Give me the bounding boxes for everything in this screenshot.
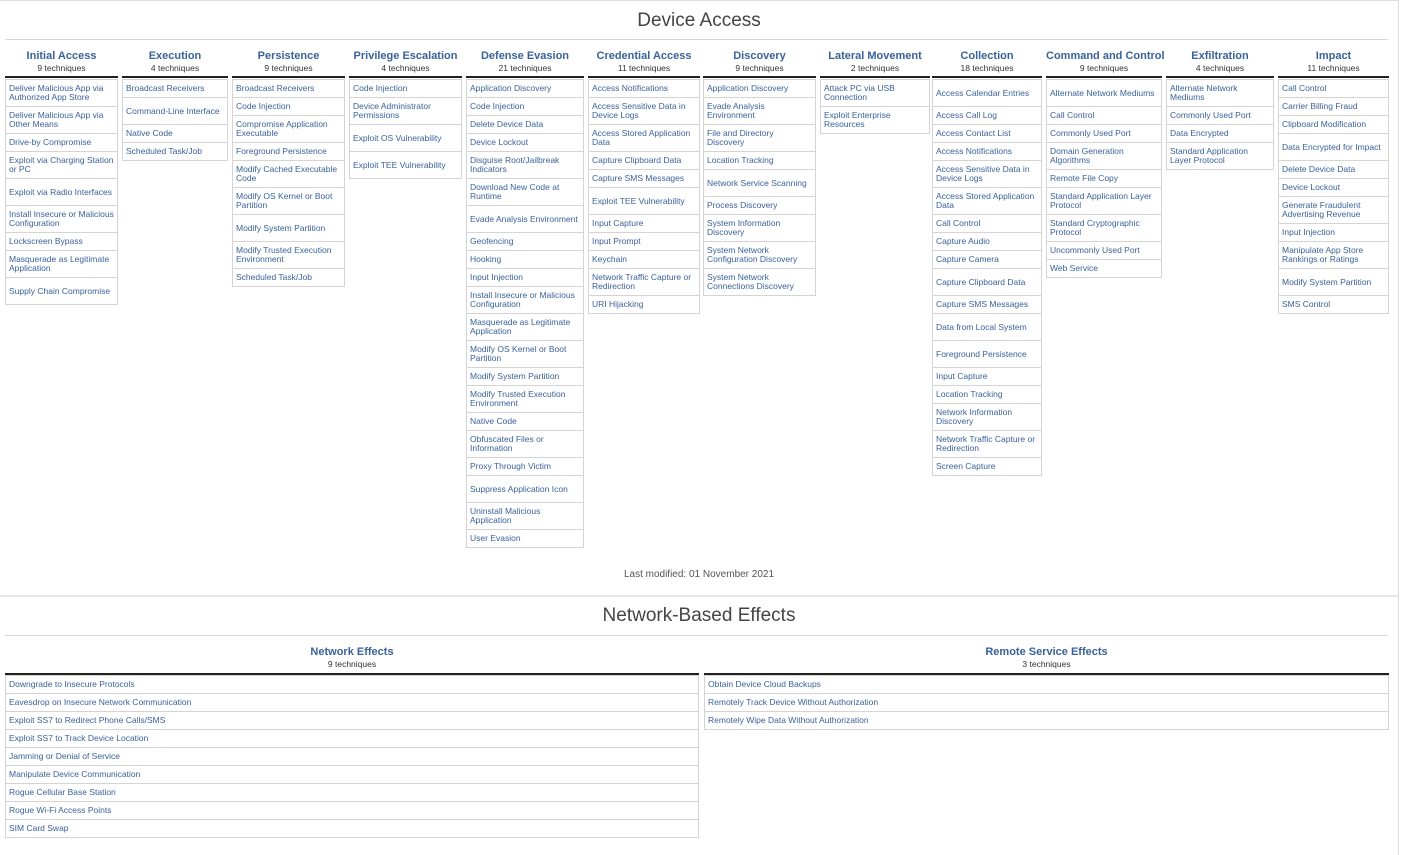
tactic-network-effects[interactable]: Network Effects — [310, 646, 394, 658]
technique-code-injection[interactable]: Code Injection — [349, 79, 462, 98]
technique-capture-sms-messages[interactable]: Capture SMS Messages — [588, 169, 700, 188]
tactic-rule — [1046, 76, 1162, 78]
technique-scheduled-task-job[interactable]: Scheduled Task/Job — [232, 268, 345, 287]
technique-geofencing[interactable]: Geofencing — [466, 232, 584, 251]
technique-uncommonly-used-port[interactable]: Uncommonly Used Port — [1046, 241, 1162, 260]
technique-exploit-ss7-to-redirect-phone-calls-sms[interactable]: Exploit SS7 to Redirect Phone Calls/SMS — [5, 711, 699, 730]
technique-native-code[interactable]: Native Code — [466, 412, 584, 431]
technique-count: 2 techniques — [850, 63, 900, 73]
technique-device-lockout[interactable]: Device Lockout — [1278, 178, 1389, 197]
technique-input-injection[interactable]: Input Injection — [1278, 223, 1389, 242]
technique-exploit-enterprise-resources[interactable]: Exploit Enterprise Resources — [820, 106, 930, 134]
technique-clipboard-modification[interactable]: Clipboard Modification — [1278, 115, 1389, 134]
technique-proxy-through-victim[interactable]: Proxy Through Victim — [466, 457, 584, 476]
technique-eavesdrop-on-insecure-network-communication[interactable]: Eavesdrop on Insecure Network Communication — [5, 693, 699, 712]
tactic-rule — [1166, 76, 1274, 78]
tactic-command-and-control[interactable]: Command and Control — [1046, 50, 1165, 62]
technique-broadcast-receivers[interactable]: Broadcast Receivers — [122, 79, 228, 98]
technique-rogue-wi-fi-access-points[interactable]: Rogue Wi-Fi Access Points — [5, 801, 699, 820]
network-effects-title-rule — [5, 635, 1388, 636]
technique-suppress-application-icon[interactable]: Suppress Application Icon — [466, 475, 584, 503]
technique-access-stored-application-data[interactable]: Access Stored Application Data — [932, 187, 1042, 215]
technique-domain-generation-algorithms[interactable]: Domain Generation Algorithms — [1046, 142, 1162, 170]
technique-access-contact-list[interactable]: Access Contact List — [932, 124, 1042, 143]
technique-scheduled-task-job[interactable]: Scheduled Task/Job — [122, 142, 228, 161]
technique-install-insecure-or-malicious-configuration[interactable]: Install Insecure or Malicious Configuration — [466, 286, 584, 314]
technique-deliver-malicious-app-via-other-means[interactable]: Deliver Malicious App via Other Means — [5, 106, 118, 134]
tactic-exfiltration[interactable]: Exfiltration — [1191, 50, 1249, 62]
tactic-rule — [349, 76, 462, 78]
technique-exploit-tee-vulnerability[interactable]: Exploit TEE Vulnerability — [349, 151, 462, 179]
technique-network-traffic-capture-or-redirection[interactable]: Network Traffic Capture or Redirection — [932, 430, 1042, 458]
technique-lockscreen-bypass[interactable]: Lockscreen Bypass — [5, 232, 118, 251]
technique-data-encrypted[interactable]: Data Encrypted — [1166, 124, 1274, 143]
technique-carrier-billing-fraud[interactable]: Carrier Billing Fraud — [1278, 97, 1389, 116]
device-access-title-rule — [5, 39, 1388, 40]
technique-alternate-network-mediums[interactable]: Alternate Network Mediums — [1046, 79, 1162, 107]
tactic-lateral-movement[interactable]: Lateral Movement — [828, 50, 922, 62]
technique-modify-trusted-execution-environment[interactable]: Modify Trusted Execution Environment — [232, 241, 345, 269]
technique-system-information-discovery[interactable]: System Information Discovery — [703, 214, 816, 242]
technique-screen-capture[interactable]: Screen Capture — [932, 457, 1042, 476]
technique-count: 9 techniques — [327, 659, 377, 669]
tactic-credential-access[interactable]: Credential Access — [596, 50, 692, 62]
technique-obfuscated-files-or-information[interactable]: Obfuscated Files or Information — [466, 430, 584, 458]
technique-exploit-ss7-to-track-device-location[interactable]: Exploit SS7 to Track Device Location — [5, 729, 699, 748]
technique-modify-system-partition[interactable]: Modify System Partition — [466, 367, 584, 386]
technique-exploit-tee-vulnerability[interactable]: Exploit TEE Vulnerability — [588, 187, 700, 215]
technique-user-evasion[interactable]: User Evasion — [466, 529, 584, 548]
technique-uri-hijacking[interactable]: URI Hijacking — [588, 295, 700, 314]
technique-count: 4 techniques — [1195, 63, 1245, 73]
technique-count: 9 techniques — [264, 63, 313, 73]
technique-input-capture[interactable]: Input Capture — [932, 367, 1042, 386]
technique-capture-clipboard-data[interactable]: Capture Clipboard Data — [932, 268, 1042, 296]
technique-capture-audio[interactable]: Capture Audio — [932, 232, 1042, 251]
technique-foreground-persistence[interactable]: Foreground Persistence — [932, 340, 1042, 368]
technique-application-discovery[interactable]: Application Discovery — [703, 79, 816, 98]
technique-alternate-network-mediums[interactable]: Alternate Network Mediums — [1166, 79, 1274, 107]
technique-drive-by-compromise[interactable]: Drive-by Compromise — [5, 133, 118, 152]
technique-exploit-os-vulnerability[interactable]: Exploit OS Vulnerability — [349, 124, 462, 152]
technique-exploit-via-radio-interfaces[interactable]: Exploit via Radio Interfaces — [5, 178, 118, 206]
technique-location-tracking[interactable]: Location Tracking — [703, 151, 816, 170]
tactic-rule — [5, 76, 118, 78]
technique-deliver-malicious-app-via-authorized-app-store[interactable]: Deliver Malicious App via Authorized App Store — [5, 79, 118, 107]
technique-remotely-wipe-data-without-authorization[interactable]: Remotely Wipe Data Without Authorization — [704, 711, 1389, 730]
technique-location-tracking[interactable]: Location Tracking — [932, 385, 1042, 404]
device-access-title: Device Access — [637, 10, 761, 31]
technique-capture-camera[interactable]: Capture Camera — [932, 250, 1042, 269]
technique-modify-system-partition[interactable]: Modify System Partition — [232, 214, 345, 242]
technique-rogue-cellular-base-station[interactable]: Rogue Cellular Base Station — [5, 783, 699, 802]
technique-generate-fraudulent-advertising-revenue[interactable]: Generate Fraudulent Advertising Revenue — [1278, 196, 1389, 224]
technique-input-injection[interactable]: Input Injection — [466, 268, 584, 287]
network-effects-title: Network-Based Effects — [602, 605, 796, 626]
technique-device-administrator-permissions[interactable]: Device Administrator Permissions — [349, 97, 462, 125]
technique-sms-control[interactable]: SMS Control — [1278, 295, 1389, 314]
technique-application-discovery[interactable]: Application Discovery — [466, 79, 584, 98]
technique-standard-cryptographic-protocol[interactable]: Standard Cryptographic Protocol — [1046, 214, 1162, 242]
technique-delete-device-data[interactable]: Delete Device Data — [1278, 160, 1389, 179]
technique-supply-chain-compromise[interactable]: Supply Chain Compromise — [5, 277, 118, 305]
technique-sim-card-swap[interactable]: SIM Card Swap — [5, 819, 699, 838]
technique-command-line-interface[interactable]: Command-Line Interface — [122, 97, 228, 125]
technique-call-control[interactable]: Call Control — [1046, 106, 1162, 125]
technique-count: 21 techniques — [498, 63, 552, 73]
technique-system-network-connections-discovery[interactable]: System Network Connections Discovery — [703, 268, 816, 296]
technique-manipulate-app-store-rankings-or-ratings[interactable]: Manipulate App Store Rankings or Ratings — [1278, 241, 1389, 269]
tactic-rule — [820, 76, 930, 78]
last-modified: Last modified: 01 November 2021 — [623, 569, 775, 580]
technique-evade-analysis-environment[interactable]: Evade Analysis Environment — [466, 205, 584, 233]
technique-uninstall-malicious-application[interactable]: Uninstall Malicious Application — [466, 502, 584, 530]
technique-count: 18 techniques — [960, 63, 1014, 73]
technique-file-and-directory-discovery[interactable]: File and Directory Discovery — [703, 124, 816, 152]
technique-access-call-log[interactable]: Access Call Log — [932, 106, 1042, 125]
technique-access-notifications[interactable]: Access Notifications — [932, 142, 1042, 161]
technique-standard-application-layer-protocol[interactable]: Standard Application Layer Protocol — [1166, 142, 1274, 170]
technique-code-injection[interactable]: Code Injection — [232, 97, 345, 116]
technique-access-stored-application-data[interactable]: Access Stored Application Data — [588, 124, 700, 152]
technique-broadcast-receivers[interactable]: Broadcast Receivers — [232, 79, 345, 98]
technique-masquerade-as-legitimate-application[interactable]: Masquerade as Legitimate Application — [5, 250, 118, 278]
technique-modify-os-kernel-or-boot-partition[interactable]: Modify OS Kernel or Boot Partition — [232, 187, 345, 215]
tactic-rule — [703, 76, 816, 78]
technique-modify-system-partition[interactable]: Modify System Partition — [1278, 268, 1389, 296]
frame-right-border — [1398, 0, 1399, 855]
technique-native-code[interactable]: Native Code — [122, 124, 228, 143]
technique-input-capture[interactable]: Input Capture — [588, 214, 700, 233]
tactic-initial-access[interactable]: Initial Access — [26, 50, 97, 62]
tactic-collection[interactable]: Collection — [960, 50, 1014, 62]
technique-count: 9 techniques — [1079, 63, 1129, 73]
section-separator — [0, 595, 1398, 597]
technique-network-information-discovery[interactable]: Network Information Discovery — [932, 403, 1042, 431]
technique-count: 9 techniques — [735, 63, 784, 73]
technique-evade-analysis-environment[interactable]: Evade Analysis Environment — [703, 97, 816, 125]
technique-remotely-track-device-without-authorization[interactable]: Remotely Track Device Without Authorization — [704, 693, 1389, 712]
technique-access-notifications[interactable]: Access Notifications — [588, 79, 700, 98]
technique-process-discovery[interactable]: Process Discovery — [703, 196, 816, 215]
technique-count: 4 techniques — [150, 63, 200, 73]
tactic-rule — [466, 76, 584, 78]
technique-count: 3 techniques — [1022, 659, 1071, 669]
tactic-privilege-escalation[interactable]: Privilege Escalation — [353, 50, 458, 62]
technique-obtain-device-cloud-backups[interactable]: Obtain Device Cloud Backups — [704, 675, 1389, 694]
technique-install-insecure-or-malicious-configuration[interactable]: Install Insecure or Malicious Configuration — [5, 205, 118, 233]
tactic-rule — [932, 76, 1042, 78]
technique-disguise-root-jailbreak-indicators[interactable]: Disguise Root/Jailbreak Indicators — [466, 151, 584, 179]
technique-jamming-or-denial-of-service[interactable]: Jamming or Denial of Service — [5, 747, 699, 766]
technique-modify-trusted-execution-environment[interactable]: Modify Trusted Execution Environment — [466, 385, 584, 413]
technique-data-from-local-system[interactable]: Data from Local System — [932, 313, 1042, 341]
technique-input-prompt[interactable]: Input Prompt — [588, 232, 700, 251]
tactic-execution[interactable]: Execution — [148, 50, 202, 62]
technique-compromise-application-executable[interactable]: Compromise Application Executable — [232, 115, 345, 143]
technique-masquerade-as-legitimate-application[interactable]: Masquerade as Legitimate Application — [466, 313, 584, 341]
technique-commonly-used-port[interactable]: Commonly Used Port — [1166, 106, 1274, 125]
tactic-defense-evasion[interactable]: Defense Evasion — [480, 50, 570, 62]
frame-top-border — [0, 0, 1398, 1]
technique-access-calendar-entries[interactable]: Access Calendar Entries — [932, 79, 1042, 107]
technique-count: 11 techniques — [1307, 63, 1360, 73]
tactic-rule — [1278, 76, 1389, 78]
technique-standard-application-layer-protocol[interactable]: Standard Application Layer Protocol — [1046, 187, 1162, 215]
technique-network-traffic-capture-or-redirection[interactable]: Network Traffic Capture or Redirection — [588, 268, 700, 296]
technique-web-service[interactable]: Web Service — [1046, 259, 1162, 278]
technique-count: 11 techniques — [617, 63, 671, 73]
technique-manipulate-device-communication[interactable]: Manipulate Device Communication — [5, 765, 699, 784]
technique-access-sensitive-data-in-device-logs[interactable]: Access Sensitive Data in Device Logs — [932, 160, 1042, 188]
technique-remote-file-copy[interactable]: Remote File Copy — [1046, 169, 1162, 188]
technique-modify-os-kernel-or-boot-partition[interactable]: Modify OS Kernel or Boot Partition — [466, 340, 584, 368]
technique-data-encrypted-for-impact[interactable]: Data Encrypted for Impact — [1278, 133, 1389, 161]
technique-device-lockout[interactable]: Device Lockout — [466, 133, 584, 152]
technique-downgrade-to-insecure-protocols[interactable]: Downgrade to Insecure Protocols — [5, 675, 699, 694]
technique-count: 9 techniques — [37, 63, 86, 73]
technique-code-injection[interactable]: Code Injection — [466, 97, 584, 116]
technique-delete-device-data[interactable]: Delete Device Data — [466, 115, 584, 134]
technique-exploit-via-charging-station-or-pc[interactable]: Exploit via Charging Station or PC — [5, 151, 118, 179]
tactic-persistence[interactable]: Persistence — [257, 50, 320, 62]
technique-download-new-code-at-runtime[interactable]: Download New Code at Runtime — [466, 178, 584, 206]
technique-system-network-configuration-discovery[interactable]: System Network Configuration Discovery — [703, 241, 816, 269]
technique-capture-sms-messages[interactable]: Capture SMS Messages — [932, 295, 1042, 314]
tactic-rule — [588, 76, 700, 78]
technique-hooking[interactable]: Hooking — [466, 250, 584, 269]
technique-count: 4 techniques — [381, 63, 430, 73]
tactic-discovery[interactable]: Discovery — [733, 50, 786, 62]
technique-modify-cached-executable-code[interactable]: Modify Cached Executable Code — [232, 160, 345, 188]
tactic-impact[interactable]: Impact — [1315, 50, 1352, 62]
technique-capture-clipboard-data[interactable]: Capture Clipboard Data — [588, 151, 700, 170]
technique-foreground-persistence[interactable]: Foreground Persistence — [232, 142, 345, 161]
technique-call-control[interactable]: Call Control — [1278, 79, 1389, 98]
technique-access-sensitive-data-in-device-logs[interactable]: Access Sensitive Data in Device Logs — [588, 97, 700, 125]
tactic-remote-service-effects[interactable]: Remote Service Effects — [985, 646, 1108, 658]
technique-call-control[interactable]: Call Control — [932, 214, 1042, 233]
technique-commonly-used-port[interactable]: Commonly Used Port — [1046, 124, 1162, 143]
tactic-rule — [122, 76, 228, 78]
technique-keychain[interactable]: Keychain — [588, 250, 700, 269]
tactic-rule — [232, 76, 345, 78]
technique-network-service-scanning[interactable]: Network Service Scanning — [703, 169, 816, 197]
technique-attack-pc-via-usb-connection[interactable]: Attack PC via USB Connection — [820, 79, 930, 107]
